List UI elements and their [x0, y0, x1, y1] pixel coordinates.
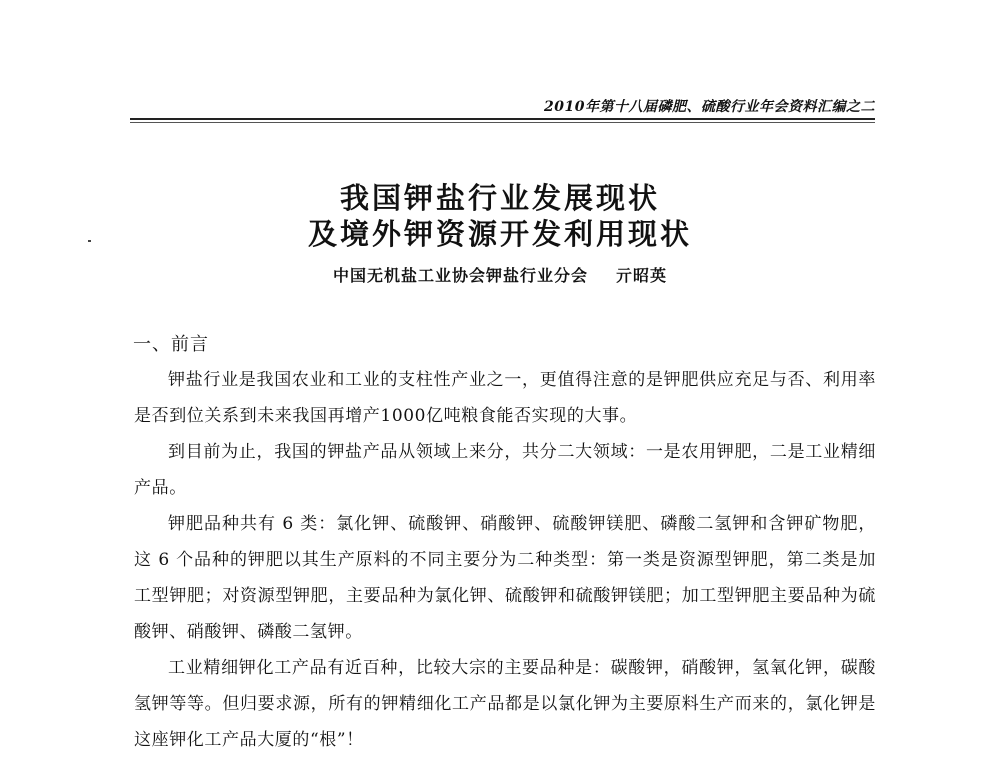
body-text [134, 362, 876, 758]
paragraph: 钾盐行业是我国农业和工业的支柱性产业之一，更值得注意的是钾肥供应充足与否、利用率是否到位关系到未来我国再增产1000亿吨粮食能否实现的大事。 [134, 370, 876, 426]
author-name: 亓昭英 [616, 266, 668, 285]
author-organization: 中国无机盐工业协会钾盐行业分会 [332, 266, 588, 285]
section-heading: 一、前言 [133, 334, 209, 355]
paragraph: 钾肥品种共有 6 类：氯化钾、硫酸钾、硝酸钾、硫酸钾镁肥、磷酸二氢钾和含钾矿物肥，这 6 个品种的钾肥以其生产原料的不同主要分为二种类型：第一类是资源型钾肥，第二类是加工型钾肥；对资源型钾肥，主要品种为氯化钾、硫酸钾和硫酸钾镁肥；加工型钾肥主要品种为硫酸钾、硝酸钾、磷酸二氢钾。 [134, 514, 876, 642]
header-rule-thin [130, 122, 875, 123]
paragraph: 工业精细钾化工产品有近百种，比较大宗的主要品种是：碳酸钾，硝酸钾，氢氧化钾，碳酸氢钾等等。但归要求源，所有的钾精细化工产品都是以氯化钾为主要原料生产而来的，氯化钾是这座钾化工产品大厦的“根”！ [134, 658, 876, 750]
paragraph: 到目前为止，我国的钾盐产品从领域上来分，共分二大领域：一是农用钾肥，二是工业精细产品。 [134, 442, 876, 498]
author-line [0, 263, 1000, 286]
article-title-line-2: 及境外钾资源开发利用现状 [307, 217, 692, 251]
header-rule [130, 118, 875, 120]
running-header: 2010年第十八届磷肥、硫酸行业年会资料汇编之二 [544, 99, 875, 115]
article-title-line-1: 我国钾盐行业发展现状 [339, 181, 660, 215]
